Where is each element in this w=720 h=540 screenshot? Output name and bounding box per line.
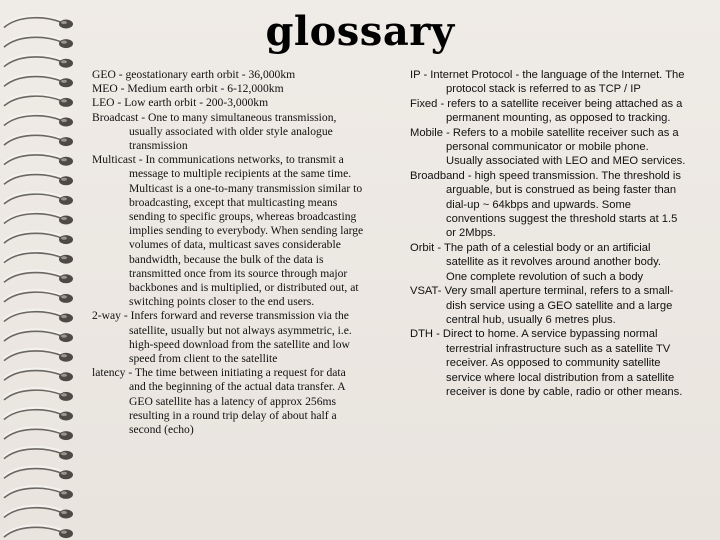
binding-ring: [4, 153, 73, 165]
glossary-entry-fixed: Fixed - refers to a satellite receiver being attached as a permanent mounting, as opposed to tracking.: [410, 97, 683, 125]
glossary-entry-leo: LEO - Low earth orbit - 200-3,000km: [92, 96, 269, 110]
binding-ring: [4, 447, 73, 459]
binding-ring: [4, 173, 73, 185]
binding-ring: [4, 428, 73, 440]
binding-ring: [4, 232, 73, 244]
binding-ring: [4, 291, 73, 303]
binding-ring: [4, 251, 73, 263]
binding-ring: [4, 114, 73, 126]
glossary-entry-meo: MEO - Medium earth orbit - 6-12,000km: [92, 82, 284, 96]
binding-ring: [4, 349, 73, 361]
glossary-entry-2-way: 2-way - Infers forward and reverse transmission via the satellite, usually but not always asymmetric, i.e. high-speed download from the satellite and low speed from client to the satellite: [92, 309, 352, 366]
binding-ring: [4, 75, 73, 87]
binding-ring: [4, 310, 73, 322]
page-title: [0, 8, 720, 55]
binding-ring: [4, 487, 73, 499]
binding-ring: [4, 389, 73, 401]
binding-ring: [4, 55, 73, 67]
glossary-entry-mobile: Mobile - Refers to a mobile satellite receiver such as a personal communicator or mobile phone. Usually associated with LEO and MEO services.: [410, 126, 686, 168]
glossary-entry-orbit: Orbit - The path of a celestial body or an artificial satellite as it revolves around another body.: [410, 241, 661, 269]
binding-ring: [4, 271, 73, 283]
binding-ring: [4, 408, 73, 420]
binding-ring: [4, 134, 73, 146]
glossary-entry-geo: GEO - geostationary earth orbit - 36,000km: [92, 68, 296, 81]
glossary-entry-multicast: Multicast - In communications networks, to transmit a message to multiple recipients at the same time. Multicast is a one-to-many transmission similar to broadcasting, except that multicasting means sending to specific groups, whereas broadcasting implies sending to everybody. When sending large volumes of data, multicast saves considerable bandwidth, because the bulk of the data is transmitted once from its source through major backbones and is multiplied, or distributed out, at switching points closer to the end users.: [92, 153, 364, 309]
binding-ring: [4, 526, 73, 538]
left-column: [92, 68, 364, 437]
binding-ring: [4, 467, 73, 479]
binding-ring: [4, 506, 73, 518]
title-text: glossary: [265, 8, 455, 55]
glossary-entry-dth: DTH - Direct to home. A service bypassing normal terrestrial infrastructure such as a satellite TV receiver. As opposed to community satellite service where local distribution from a satellite receiver is done by cable, radio or other means.: [410, 328, 683, 398]
right-column: [410, 68, 688, 399]
binding-ring: [4, 212, 73, 224]
spiral-binding-icon: [0, 0, 80, 540]
binding-ring: [4, 369, 73, 381]
binding-ring: [4, 193, 73, 205]
binding-ring: [4, 330, 73, 342]
glossary-entry-vsat: VSAT- Very small aperture terminal, refers to a small-dish service using a GEO satellite and a large central hub, usually 6 metres plus.: [410, 285, 674, 326]
glossary-entry-orbit-sub: One complete revolution of such a body: [446, 270, 644, 283]
binding-ring: [4, 95, 73, 107]
glossary-entry-broadband: Broadband - high speed transmission. The threshold is arguable, but is construed as being faster than dial-up ~ 64kbps and upwards. Some conventions suggest the threshold starts at 1.5 or 2Mbps.: [410, 169, 681, 240]
glossary-entry-latency: latency - The time between initiating a request for data and the beginning of the actual data transfer. A GEO satellite has a latency of approx 256ms resulting in a round trip delay of about half a second (echo): [92, 366, 346, 437]
glossary-entry-broadcast: Broadcast - One to many simultaneous transmission, usually associated with older style analogue transmission: [92, 110, 337, 153]
glossary-entry-ip: IP - Internet Protocol - the language of the Internet. The protocol stack is referred to as TCP / IP: [410, 69, 685, 96]
